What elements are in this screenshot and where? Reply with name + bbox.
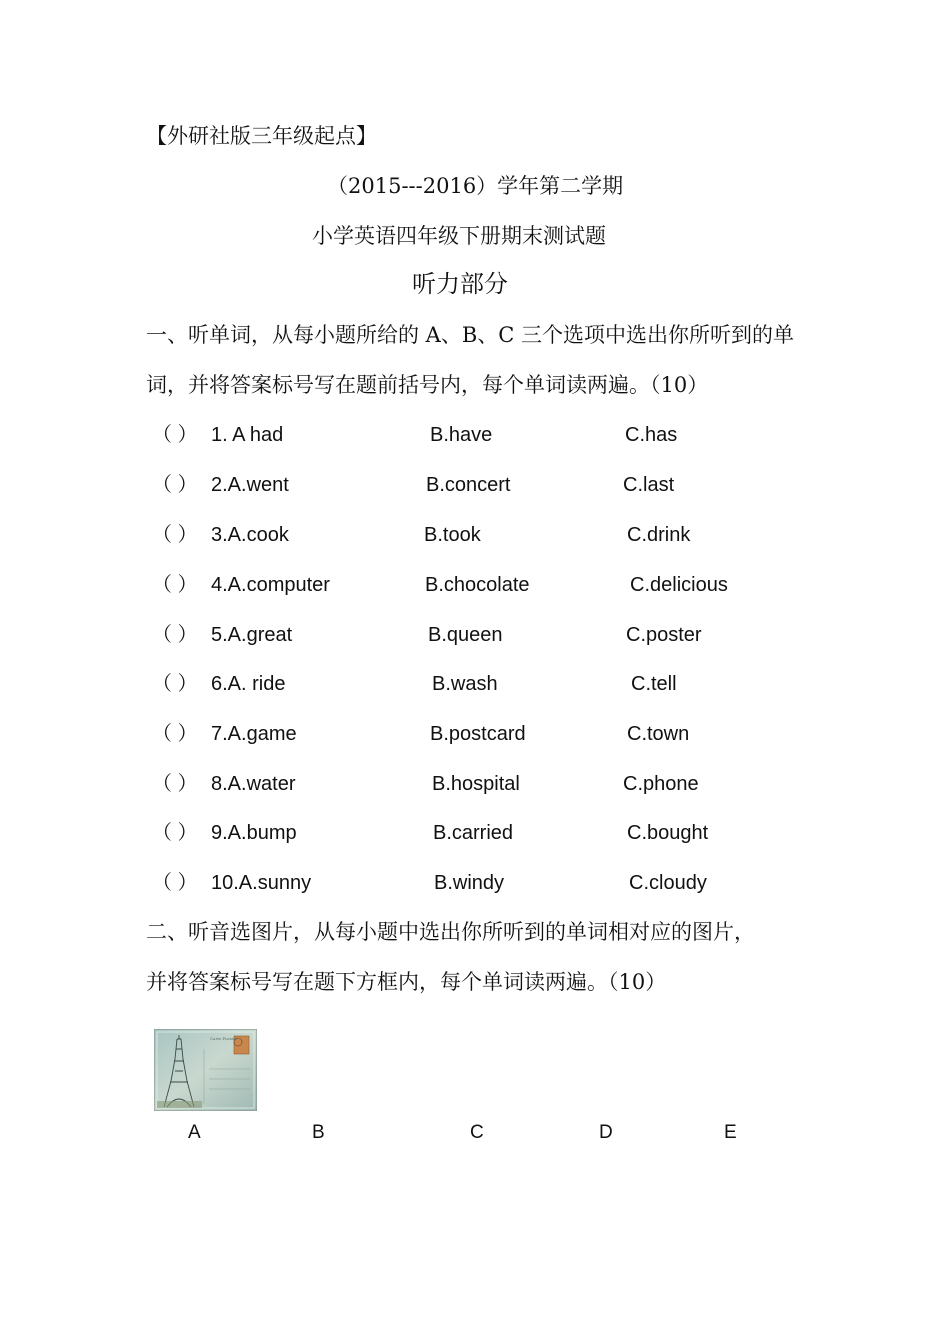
answer-bracket[interactable]: （ ） [152, 822, 198, 844]
option-a: 2.A.went [211, 474, 289, 496]
question-row [0, 470, 950, 500]
option-c: C.town [627, 723, 690, 745]
option-b: B.queen [428, 624, 503, 646]
option-b: B.chocolate [425, 574, 530, 596]
option-a: 10.A.sunny [211, 872, 312, 894]
option-b: B.have [430, 424, 493, 446]
option-c: C.phone [623, 773, 699, 795]
question-row [0, 420, 950, 450]
option-b: B.took [424, 524, 481, 546]
part2-instruction-line2: 并将答案标号写在题下方框内，每个单词读两遍。（10） [146, 970, 667, 994]
question-row [0, 719, 950, 749]
answer-bracket[interactable]: （ ） [152, 574, 198, 596]
option-c: C.drink [627, 524, 691, 546]
option-c: C.has [625, 424, 678, 446]
picture-label-a: A [188, 1122, 201, 1143]
answer-bracket[interactable]: （ ） [152, 872, 198, 894]
postcard-title: Carte Postale [210, 1036, 238, 1041]
option-a: 6.A. ride [211, 673, 286, 695]
picture-label-b: B [312, 1122, 325, 1143]
answer-bracket[interactable]: （ ） [152, 723, 198, 745]
answer-bracket[interactable]: （ ） [152, 524, 198, 546]
option-c: C.delicious [630, 574, 728, 596]
exam-title: 小学英语四年级下册期末测试题 [312, 224, 606, 248]
question-row [0, 669, 950, 699]
option-c: C.poster [626, 624, 702, 646]
part1-instruction-line1: 一、听单词，从每小题所给的 A、B、C 三个选项中选出你所听到的单 [146, 323, 795, 347]
option-c: C.last [623, 474, 675, 496]
option-c: C.cloudy [629, 872, 707, 894]
part2-instruction-line1: 二、听音选图片，从每小题中选出你所听到的单词相对应的图片， [146, 920, 755, 944]
answer-bracket[interactable]: （ ） [152, 474, 198, 496]
option-b: B.carried [433, 822, 514, 844]
publisher-label: 【外研社版三年级起点】 [146, 124, 377, 148]
option-b: B.concert [426, 474, 511, 496]
question-row [0, 769, 950, 799]
answer-bracket[interactable]: （ ） [152, 624, 198, 646]
option-a: 3.A.cook [211, 524, 289, 546]
answer-bracket[interactable]: （ ） [152, 424, 198, 446]
option-a: 8.A.water [211, 773, 296, 795]
picture-label-c: C [470, 1122, 484, 1143]
picture-label-e: E [724, 1122, 737, 1143]
question-row [0, 868, 950, 898]
option-a: 7.A.game [211, 723, 297, 745]
answer-bracket[interactable]: （ ） [152, 673, 198, 695]
picture-label-d: D [599, 1122, 613, 1143]
school-year: （2015---2016）学年第二学期 [327, 174, 624, 198]
question-row [0, 520, 950, 550]
option-c: C.tell [631, 673, 677, 695]
question-row [0, 570, 950, 600]
option-b: B.postcard [430, 723, 526, 745]
answer-bracket[interactable]: （ ） [152, 773, 198, 795]
option-a: 4.A.computer [211, 574, 330, 596]
section-title: 听力部分 [412, 270, 508, 298]
question-row [0, 620, 950, 650]
option-b: B.wash [432, 673, 498, 695]
option-c: C.bought [627, 822, 709, 844]
eiffel-tower-postcard-image [154, 1029, 257, 1111]
option-a: 9.A.bump [211, 822, 297, 844]
option-b: B.hospital [432, 773, 520, 795]
option-a: 1. A had [211, 424, 284, 446]
question-row [0, 818, 950, 848]
part1-instruction-line2: 词，并将答案标号写在题前括号内，每个单词读两遍。（10） [146, 373, 709, 397]
option-a: 5.A.great [211, 624, 293, 646]
option-b: B.windy [434, 872, 505, 894]
